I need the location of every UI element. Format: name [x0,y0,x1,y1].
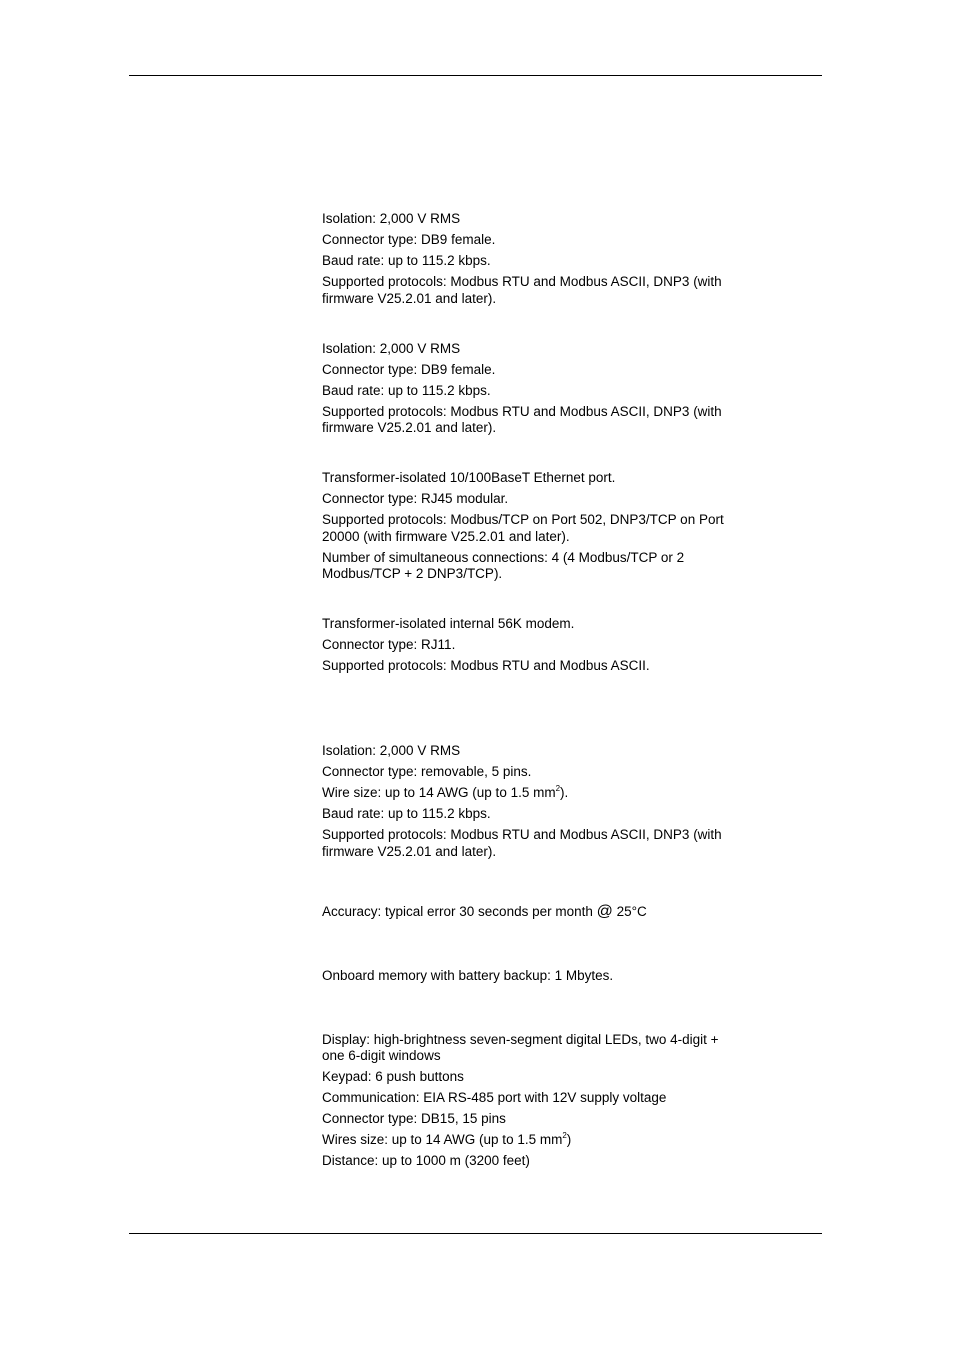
remote-display-specs [322,1032,742,1170]
wire-size-item [322,785,742,802]
spec-item: Connector type: DB9 female. [322,232,496,247]
spec-item: Connector type: DB15, 15 pins [322,1111,506,1126]
wire-size-suffix: ). [560,785,569,800]
spec-item: Baud rate: up to 115.2 kbps. [322,382,491,398]
spec-item: Supported protocols: Modbus RTU and Modbus ASCII. [322,658,650,673]
spec-item: Connector type: RJ11. [322,637,456,652]
wire-size-text: Wire size: up to 14 AWG (up to 1.5 mm [322,785,556,800]
spec-item: Isolation: 2,000 V RMS [322,743,461,758]
spec-item: Number of simultaneous connections: 4 (4 Modbus/TCP or 2 Modbus/TCP + 2 DNP3/TCP). [322,549,685,581]
spec-item: Supported protocols: Modbus RTU and Modbus ASCII, DNP3 (with firmware V25.2.01 and later). [322,274,722,306]
spec-item: Isolation: 2,000 V RMS [322,340,461,356]
wire-size-superscript: 2 [555,784,561,793]
spec-item: Onboard memory with battery backup: 1 Mbytes. [322,967,614,983]
serial-port-2-specs [322,341,742,437]
clock-specs [322,904,742,921]
header-rule [129,75,822,76]
spec-item: Transformer-isolated internal 56K modem. [322,616,575,631]
wire-size-item [322,1132,742,1149]
spec-item: Supported protocols: Modbus RTU and Modbus ASCII, DNP3 (with firmware V25.2.01 and later). [322,403,722,435]
spec-item: Display: high-brightness seven-segment digital LEDs, two 4-digit + one 6-digit windows [322,1031,719,1063]
spec-item: Communication: EIA RS-485 port with 12V supply voltage [322,1090,667,1105]
spec-item: Transformer-isolated 10/100BaseT Ethernet port. [322,470,616,485]
accuracy-temperature: 25°C [612,903,647,919]
wire-size-superscript: 2 [562,1131,567,1140]
spec-item: Connector type: RJ45 modular. [322,491,509,506]
spec-item: Distance: up to 1000 m (3200 feet) [322,1153,530,1168]
memory-specs [322,968,742,985]
spec-item: Baud rate: up to 115.2 kbps. [322,253,491,268]
accuracy-text: Accuracy: typical error 30 seconds per month [322,903,597,919]
ethernet-port-specs [322,470,742,583]
spec-item: Connector type: DB9 female. [322,361,496,377]
spec-item: Baud rate: up to 115.2 kbps. [322,806,491,821]
spec-item: Connector type: removable, 5 pins. [322,764,532,779]
spec-item: Keypad: 6 push buttons [322,1069,464,1084]
footer-rule [129,1233,822,1234]
modem-specs [322,616,742,675]
accuracy-item [322,904,742,921]
wire-size-suffix: ) [566,1132,572,1147]
rs485-port-specs [322,743,742,860]
serial-port-1-specs [322,211,742,307]
wire-size-text: Wires size: up to 14 AWG (up to 1.5 mm [322,1132,563,1147]
spec-item: Supported protocols: Modbus/TCP on Port 502, DNP3/TCP on Port 20000 (with firmware V25.2.01 and later). [322,512,724,544]
spec-content [322,211,742,1174]
at-symbol: @ [596,902,613,920]
spec-item: Isolation: 2,000 V RMS [322,211,461,226]
spec-item: Supported protocols: Modbus RTU and Modbus ASCII, DNP3 (with firmware V25.2.01 and later). [322,827,722,859]
